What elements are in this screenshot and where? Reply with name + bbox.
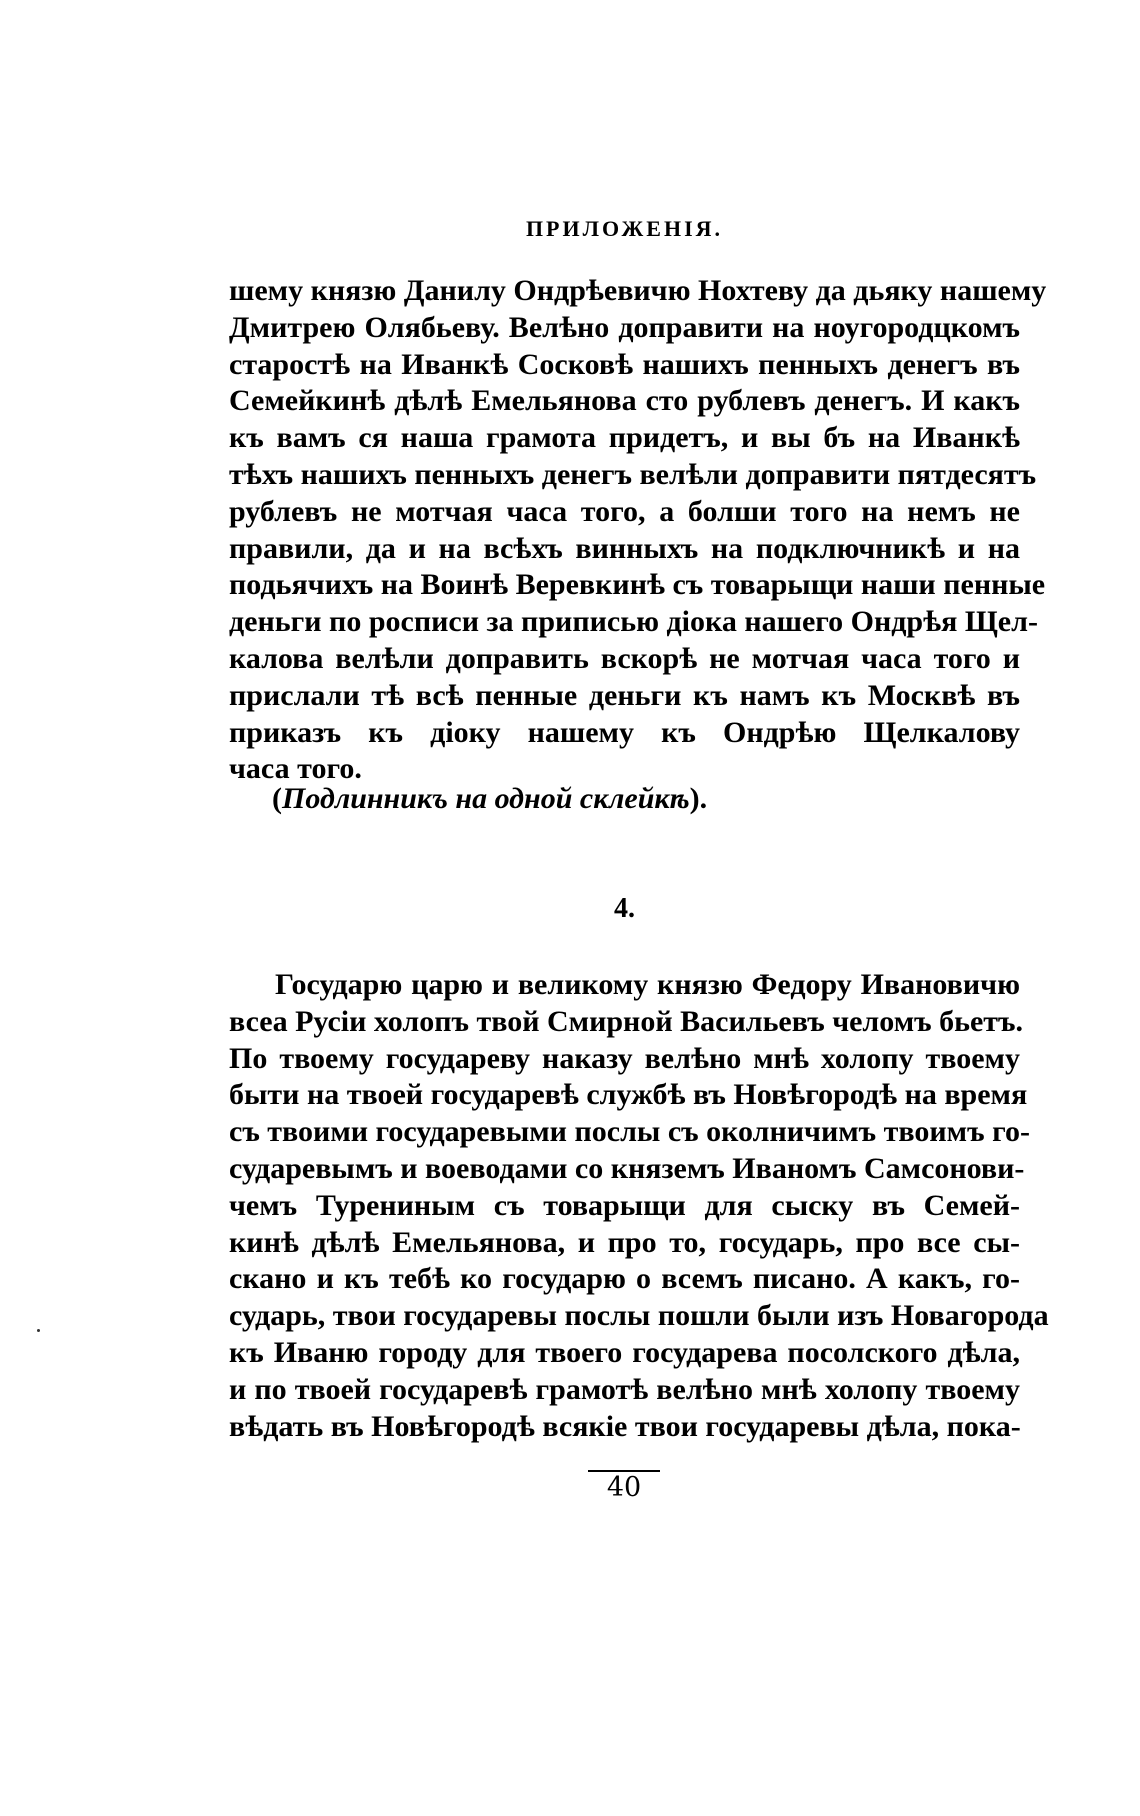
text-line: вѣдать въ Новѣгородѣ всякіе твои государевы дѣла, пока- bbox=[229, 1409, 1021, 1443]
text-line: приказъ къ діоку нашему къ Ондрѣю Щелкалову bbox=[229, 715, 1020, 749]
text-line: чемъ Турениным съ товарыщи для сыску въ Семей- bbox=[229, 1188, 1020, 1222]
text-line: скано и къ тебѣ ко государю о всемъ писано. А какъ, го- bbox=[229, 1262, 1020, 1296]
text-line: правили, да и на всѣхъ винныхъ на подключникѣ и на bbox=[229, 531, 1020, 565]
page-number: 40 bbox=[606, 1472, 642, 1503]
scan-speck bbox=[37, 1329, 40, 1332]
text-line: тѣхъ нашихъ пенныхъ денегъ велѣли доправити пятдесятъ bbox=[229, 457, 1037, 491]
text-line: сударь, твои государевы послы пошли были изъ Новагорода bbox=[229, 1299, 1049, 1333]
document-3-text bbox=[229, 273, 1047, 788]
text-line: съ твоими государевыми послы съ околничимъ твоимъ го- bbox=[229, 1115, 1030, 1149]
running-header: ПРИЛОЖЕНІЯ. bbox=[525, 216, 724, 241]
text-line: шему князю Данилу Ондрѣевичю Нохтеву да дьяку нашему bbox=[229, 274, 1047, 307]
text-line: Семейкинѣ дѣлѣ Емельянова сто рублевъ денегъ. И какъ bbox=[229, 384, 1020, 418]
text-line: прислали тѣ всѣ пенные деньги къ намъ къ Москвѣ въ bbox=[229, 678, 1020, 712]
document-number: 4. bbox=[614, 893, 635, 924]
source-note-close: ). bbox=[689, 782, 708, 815]
document-4-text bbox=[229, 967, 1049, 1445]
text-line: къ вамъ ся наша грамота придетъ, и вы бъ на Иванкѣ bbox=[229, 421, 1020, 455]
text-line: къ Иваню городу для твоего государева посолского дѣла, bbox=[229, 1335, 1020, 1369]
text-line: калова велѣли доправить вскорѣ не мотчая часа того и bbox=[229, 641, 1020, 675]
source-note bbox=[272, 782, 707, 816]
text-line: подьячихъ на Воинѣ Веревкинѣ съ товарыщи наши пенные bbox=[229, 568, 1046, 602]
text-line: деньги по росписи за приписью діока нашего Ондрѣя Щел- bbox=[229, 605, 1038, 639]
text-line: рублевъ не мотчая часа того, а болши того на немъ не bbox=[229, 494, 1020, 528]
text-line: Дмитрею Олябьеву. Велѣно доправити на ноугородцкомъ bbox=[229, 310, 1020, 344]
text-line: и по твоей государевѣ грамотѣ велѣно мнѣ холопу твоему bbox=[229, 1372, 1020, 1406]
text-line: сударевымъ и воеводами со княземъ Иваномъ Самсонови- bbox=[229, 1151, 1025, 1185]
text-line: всеа Русіи холопъ твой Смирной Васильевъ челомъ бьетъ. bbox=[229, 1004, 1024, 1038]
text-line: кинѣ дѣлѣ Емельянова, и про то, государь, про все сы- bbox=[229, 1225, 1020, 1259]
source-note-italic: Подлинникъ на одной склейкѣ bbox=[282, 782, 690, 815]
text-line: быти на твоей государевѣ службѣ въ Новѣгородѣ на время bbox=[229, 1078, 1028, 1112]
text-line: старостѣ на Иванкѣ Сосковѣ нашихъ пенныхъ денегъ въ bbox=[229, 347, 1020, 381]
text-line: Государю царю и великому князю Федору Ивановичю bbox=[275, 968, 1020, 1001]
text-line: По твоему государеву наказу велѣно мнѣ холопу твоему bbox=[229, 1041, 1020, 1075]
source-note-open: ( bbox=[272, 782, 282, 815]
text-line: часа того. bbox=[229, 752, 362, 786]
